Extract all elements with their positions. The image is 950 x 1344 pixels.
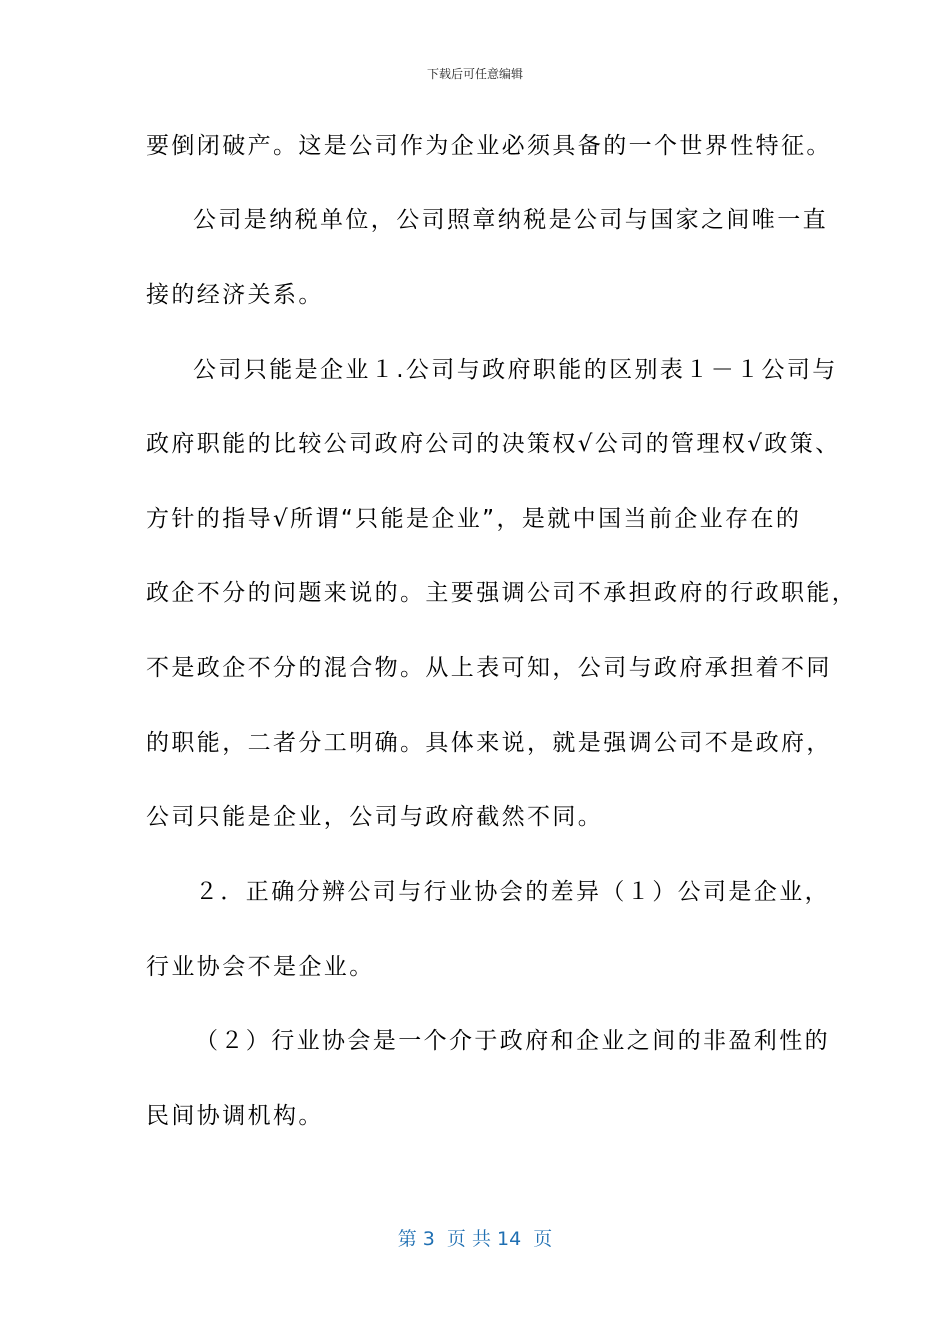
body-text-line: （２）行业协会是一个介于政府和企业之间的非盈利性的 (195, 1028, 830, 1054)
body-text-line: 公司只能是企业，公司与政府截然不同。 (146, 804, 604, 830)
page-header: 下载后可任意编辑 (426, 67, 523, 81)
body-text-line: 政企不分的问题来说的。主要强调公司不承担政府的行政职能， (146, 580, 858, 606)
body-text-line: 不是政企不分的混合物。从上表可知，公司与政府承担着不同 (146, 655, 832, 681)
body-text-line: 民间协调机构。 (146, 1103, 324, 1129)
body-text-line: ２．正确分辨公司与行业协会的差异（１）公司是企业， (195, 879, 830, 905)
page-number-footer: 第 3 页 共 14 页 (397, 1228, 553, 1250)
body-text-line: 接的经济关系。 (146, 282, 324, 308)
body-text-line: 政府职能的比较公司政府公司的决策权√公司的管理权√政策、 (146, 431, 841, 457)
body-text-line: 的职能，二者分工明确。具体来说，就是强调公司不是政府， (146, 730, 832, 756)
body-text-line: 要倒闭破产。这是公司作为企业必须具备的一个世界性特征。 (146, 133, 832, 159)
body-text-line: 行业协会不是企业。 (146, 954, 375, 980)
body-text-line: 公司是纳税单位，公司照章纳税是公司与国家之间唯一直 (193, 207, 828, 233)
body-text-line: 公司只能是企业１.公司与政府职能的区别表１－１公司与 (193, 357, 838, 383)
body-text-line: 方针的指导√所谓“只能是企业”，是就中国当前企业存在的 (146, 506, 802, 532)
